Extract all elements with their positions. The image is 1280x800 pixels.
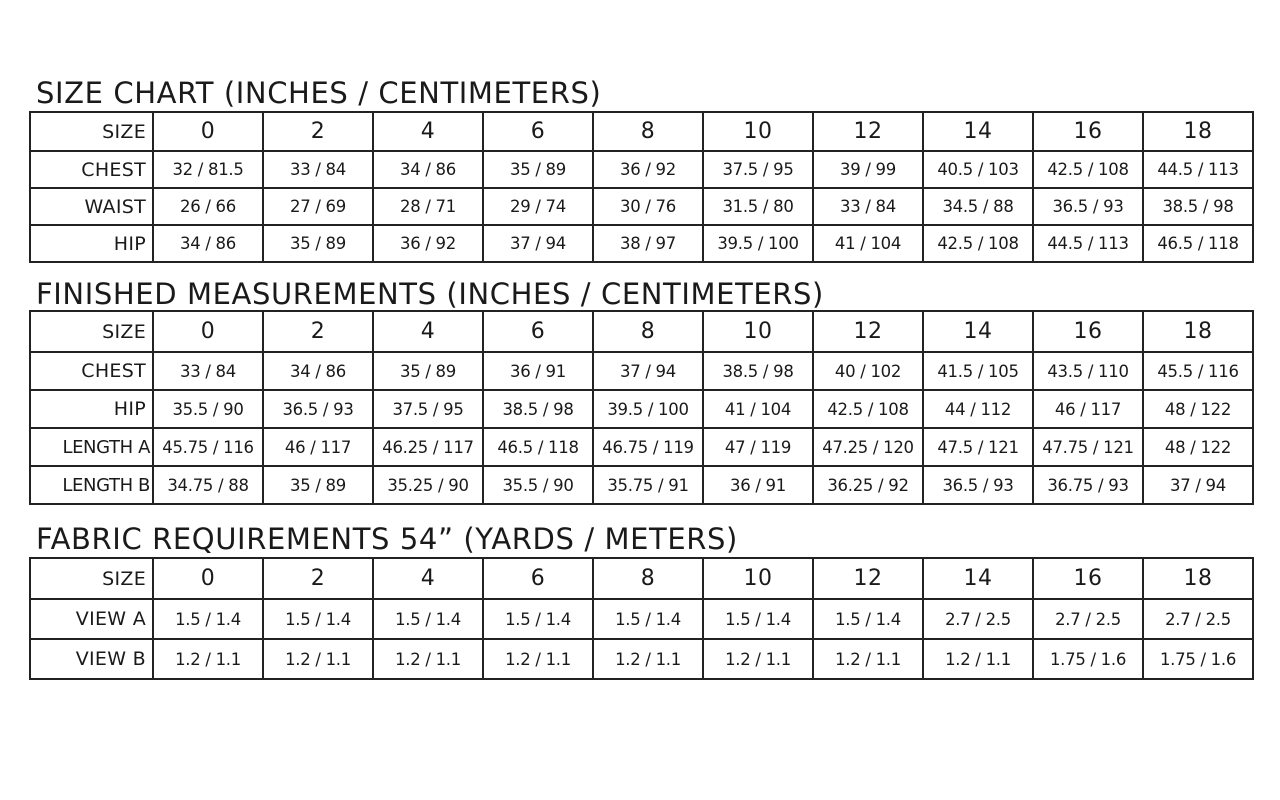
finished-measurements-table (29, 310, 1254, 505)
size-header-cell: 8 (593, 558, 703, 599)
size-header-cell: 4 (373, 112, 483, 151)
table-cell: 44.5 / 113 (1143, 151, 1253, 188)
size-header-cell: 14 (923, 311, 1033, 352)
table-cell: 40.5 / 103 (923, 151, 1033, 188)
table-cell: 2.7 / 2.5 (923, 599, 1033, 639)
table-cell: 1.2 / 1.1 (483, 639, 593, 679)
table-row (30, 599, 1253, 639)
table-cell: 38.5 / 98 (703, 352, 813, 390)
table-cell: 46.75 / 119 (593, 428, 703, 466)
table-header-row (30, 311, 1253, 352)
table-cell: 35.5 / 90 (483, 466, 593, 504)
table-cell: 36.75 / 93 (1033, 466, 1143, 504)
table-cell: 35.25 / 90 (373, 466, 483, 504)
row-label: VIEW B (30, 639, 153, 679)
table-row (30, 188, 1253, 225)
table-cell: 44.5 / 113 (1033, 225, 1143, 262)
table-cell: 38.5 / 98 (483, 390, 593, 428)
table-cell: 1.5 / 1.4 (153, 599, 263, 639)
table-header-row (30, 112, 1253, 151)
table-row (30, 151, 1253, 188)
table-cell: 46 / 117 (1033, 390, 1143, 428)
table-cell: 45.5 / 116 (1143, 352, 1253, 390)
table-cell: 32 / 81.5 (153, 151, 263, 188)
table-cell: 36 / 92 (593, 151, 703, 188)
size-header-cell: 0 (153, 311, 263, 352)
table-cell: 31.5 / 80 (703, 188, 813, 225)
table-cell: 36.5 / 93 (1033, 188, 1143, 225)
size-header-cell: 18 (1143, 311, 1253, 352)
fabric-requirements-title: FABRIC REQUIREMENTS 54” (YARDS / METERS) (36, 522, 738, 556)
row-label: HIP (30, 225, 153, 262)
table-cell: 29 / 74 (483, 188, 593, 225)
table-cell: 37 / 94 (1143, 466, 1253, 504)
table-row (30, 428, 1253, 466)
table-cell: 41 / 104 (703, 390, 813, 428)
table-cell: 46.5 / 118 (1143, 225, 1253, 262)
size-header-cell: 2 (263, 558, 373, 599)
table-cell: 36 / 91 (483, 352, 593, 390)
size-header-cell: 8 (593, 112, 703, 151)
table-cell: 45.75 / 116 (153, 428, 263, 466)
table-cell: 33 / 84 (263, 151, 373, 188)
table-cell: 1.5 / 1.4 (263, 599, 373, 639)
size-header-label: SIZE (30, 558, 153, 599)
table-cell: 37 / 94 (483, 225, 593, 262)
size-header-cell: 18 (1143, 112, 1253, 151)
table-cell: 37.5 / 95 (703, 151, 813, 188)
table-row (30, 390, 1253, 428)
table-row (30, 466, 1253, 504)
size-header-cell: 16 (1033, 558, 1143, 599)
size-header-cell: 6 (483, 558, 593, 599)
size-header-cell: 4 (373, 558, 483, 599)
size-header-cell: 2 (263, 112, 373, 151)
size-header-cell: 4 (373, 311, 483, 352)
table-cell: 27 / 69 (263, 188, 373, 225)
table-cell: 1.2 / 1.1 (813, 639, 923, 679)
table-header-row (30, 558, 1253, 599)
table-cell: 1.5 / 1.4 (703, 599, 813, 639)
table-row (30, 639, 1253, 679)
table-cell: 46 / 117 (263, 428, 373, 466)
table-cell: 1.2 / 1.1 (263, 639, 373, 679)
row-label: WAIST (30, 188, 153, 225)
table-cell: 39 / 99 (813, 151, 923, 188)
table-cell: 1.2 / 1.1 (153, 639, 263, 679)
table-cell: 35 / 89 (373, 352, 483, 390)
table-row (30, 352, 1253, 390)
table-cell: 38 / 97 (593, 225, 703, 262)
table-cell: 36.5 / 93 (923, 466, 1033, 504)
size-header-cell: 10 (703, 558, 813, 599)
table-cell: 1.2 / 1.1 (703, 639, 813, 679)
row-label: CHEST (30, 151, 153, 188)
table-cell: 1.2 / 1.1 (373, 639, 483, 679)
table-cell: 44 / 112 (923, 390, 1033, 428)
table-cell: 39.5 / 100 (593, 390, 703, 428)
table-cell: 35 / 89 (263, 225, 373, 262)
size-header-cell: 6 (483, 112, 593, 151)
table-cell: 2.7 / 2.5 (1143, 599, 1253, 639)
table-cell: 36.25 / 92 (813, 466, 923, 504)
finished-measurements-title: FINISHED MEASUREMENTS (INCHES / CENTIMETERS) (36, 277, 824, 311)
size-header-cell: 10 (703, 311, 813, 352)
table-cell: 40 / 102 (813, 352, 923, 390)
size-header-cell: 16 (1033, 311, 1143, 352)
size-header-cell: 14 (923, 558, 1033, 599)
table-cell: 48 / 122 (1143, 428, 1253, 466)
row-label: LENGTH B (30, 466, 153, 504)
fabric-requirements-table (29, 557, 1254, 680)
table-cell: 39.5 / 100 (703, 225, 813, 262)
size-header-cell: 8 (593, 311, 703, 352)
size-header-cell: 0 (153, 112, 263, 151)
row-label: VIEW A (30, 599, 153, 639)
table-cell: 35 / 89 (263, 466, 373, 504)
table-cell: 37 / 94 (593, 352, 703, 390)
table-cell: 38.5 / 98 (1143, 188, 1253, 225)
table-cell: 46.5 / 118 (483, 428, 593, 466)
size-header-label: SIZE (30, 311, 153, 352)
table-cell: 37.5 / 95 (373, 390, 483, 428)
table-cell: 34.5 / 88 (923, 188, 1033, 225)
table-cell: 35 / 89 (483, 151, 593, 188)
table-cell: 28 / 71 (373, 188, 483, 225)
size-header-cell: 10 (703, 112, 813, 151)
size-chart-table (29, 111, 1254, 263)
table-cell: 33 / 84 (153, 352, 263, 390)
table-cell: 46.25 / 117 (373, 428, 483, 466)
table-cell: 42.5 / 108 (923, 225, 1033, 262)
table-cell: 1.5 / 1.4 (813, 599, 923, 639)
table-cell: 1.5 / 1.4 (373, 599, 483, 639)
table-cell: 35.5 / 90 (153, 390, 263, 428)
table-cell: 34 / 86 (153, 225, 263, 262)
table-cell: 1.5 / 1.4 (483, 599, 593, 639)
size-chart-title: SIZE CHART (INCHES / CENTIMETERS) (36, 76, 602, 110)
size-header-cell: 6 (483, 311, 593, 352)
table-cell: 30 / 76 (593, 188, 703, 225)
table-cell: 1.5 / 1.4 (593, 599, 703, 639)
table-cell: 47 / 119 (703, 428, 813, 466)
table-cell: 33 / 84 (813, 188, 923, 225)
row-label: HIP (30, 390, 153, 428)
size-header-cell: 0 (153, 558, 263, 599)
table-cell: 47.75 / 121 (1033, 428, 1143, 466)
table-cell: 2.7 / 2.5 (1033, 599, 1143, 639)
table-cell: 42.5 / 108 (813, 390, 923, 428)
table-cell: 36 / 92 (373, 225, 483, 262)
table-cell: 1.75 / 1.6 (1033, 639, 1143, 679)
size-header-cell: 16 (1033, 112, 1143, 151)
table-cell: 35.75 / 91 (593, 466, 703, 504)
table-cell: 34 / 86 (263, 352, 373, 390)
table-cell: 36 / 91 (703, 466, 813, 504)
size-header-cell: 2 (263, 311, 373, 352)
table-cell: 47.5 / 121 (923, 428, 1033, 466)
size-header-cell: 12 (813, 311, 923, 352)
size-header-cell: 12 (813, 558, 923, 599)
row-label: LENGTH A (30, 428, 153, 466)
table-cell: 42.5 / 108 (1033, 151, 1143, 188)
table-cell: 1.75 / 1.6 (1143, 639, 1253, 679)
table-cell: 41.5 / 105 (923, 352, 1033, 390)
table-cell: 1.2 / 1.1 (593, 639, 703, 679)
table-cell: 26 / 66 (153, 188, 263, 225)
size-header-cell: 14 (923, 112, 1033, 151)
size-header-label: SIZE (30, 112, 153, 151)
table-cell: 47.25 / 120 (813, 428, 923, 466)
table-cell: 1.2 / 1.1 (923, 639, 1033, 679)
table-cell: 34.75 / 88 (153, 466, 263, 504)
table-cell: 34 / 86 (373, 151, 483, 188)
size-header-cell: 18 (1143, 558, 1253, 599)
table-cell: 36.5 / 93 (263, 390, 373, 428)
table-cell: 41 / 104 (813, 225, 923, 262)
row-label: CHEST (30, 352, 153, 390)
table-row (30, 225, 1253, 262)
table-cell: 48 / 122 (1143, 390, 1253, 428)
size-header-cell: 12 (813, 112, 923, 151)
table-cell: 43.5 / 110 (1033, 352, 1143, 390)
